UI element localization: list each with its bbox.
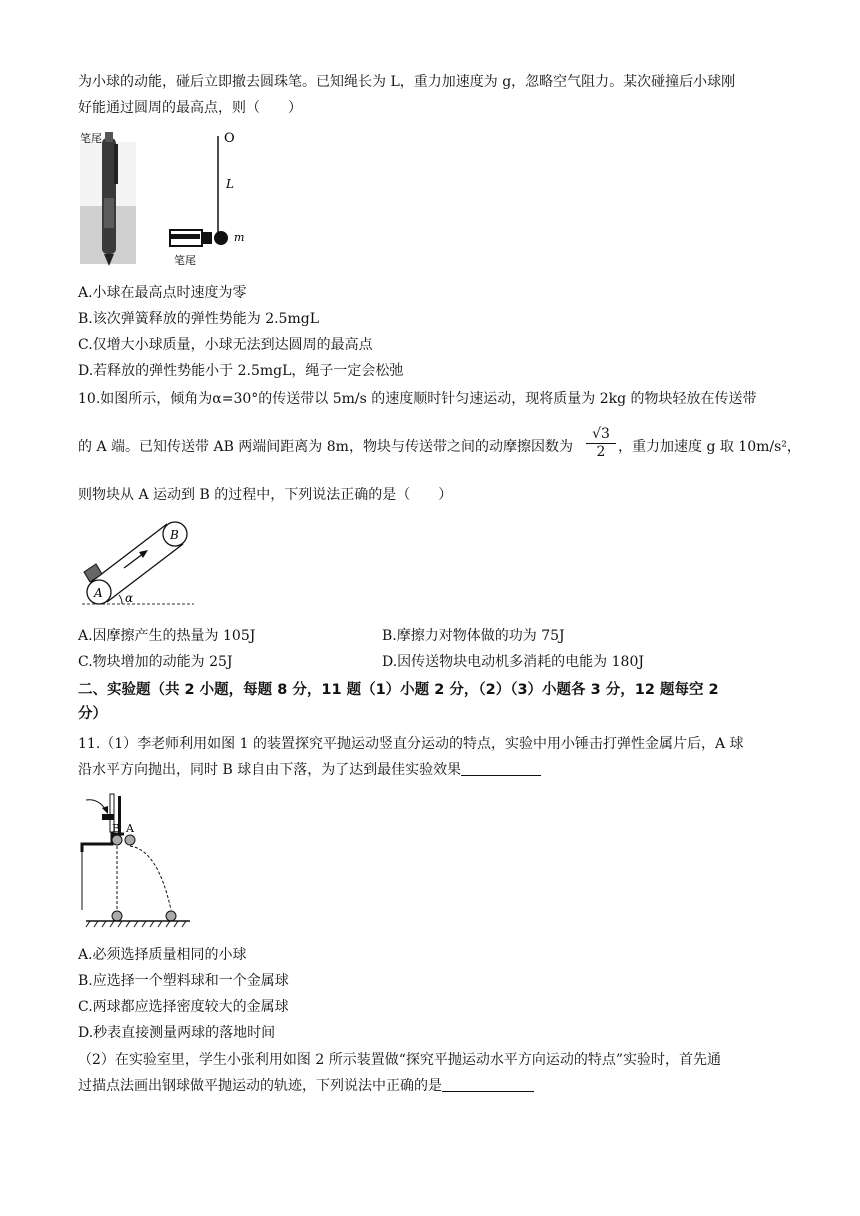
hammer-head	[102, 814, 114, 820]
q10-label-B: B	[170, 528, 179, 542]
q9-option-c: C.仅增大小球质量，小球无法到达圆周的最高点	[78, 337, 373, 353]
fraction-numerator: √3	[592, 426, 610, 442]
pen-body	[102, 138, 116, 254]
pen-clip	[114, 144, 118, 184]
answer-blank-2[interactable]	[442, 1077, 534, 1092]
section-2-heading-line-1: 二、实验题（共 2 小题，每题 8 分，11 题（1）小题 2 分，（2）（3）小题各 3 分，12 题每空 2	[78, 682, 719, 698]
q11-part1-line-2	[78, 760, 541, 780]
q11-part2-line-2-text: 过描点法画出钢球做平抛运动的轨迹，下列说法中正确的是	[78, 1078, 442, 1094]
q11-part2-line-1: （2）在实验室里，学生小张利用如图 2 所示装置做“探究平抛运动水平方向运动的特点”实验时，首先通	[78, 1052, 722, 1068]
pen-tail-button	[202, 232, 212, 244]
q10-option-b: B.摩擦力对物体做的功为 75J	[382, 628, 565, 644]
q11-part1-line-2-text: 沿水平方向抛出，同时 B 球自由下落，为了达到最佳实验效果	[78, 762, 462, 778]
q9-label-L: L	[226, 177, 234, 191]
q10-option-a: A.因摩擦产生的热量为 105J	[78, 628, 256, 644]
q9-option-a: A.小球在最高点时速度为零	[78, 285, 247, 301]
ball-b-landed	[112, 911, 122, 921]
pendulum-ball	[214, 231, 228, 245]
q9-option-d: D.若释放的弹性势能小于 2.5mgL，绳子一定会松弛	[78, 363, 404, 379]
q10-label-A: A	[94, 586, 103, 600]
q9-intro-line-2: 好能通过圆周的最高点，则（ ）	[78, 100, 302, 116]
q11-option-d: D.秒表直接测量两球的落地时间	[78, 1025, 276, 1041]
q11-option-a: A.必须选择质量相同的小球	[78, 947, 247, 963]
q10-line-2-pre: 的 A 端。已知传送带 AB 两端间距离为 8m，物块与传送带之间的动摩擦因数为	[78, 439, 573, 455]
ball-a	[125, 835, 135, 845]
q10-option-d: D.因传送物块电动机多消耗的电能为 180J	[382, 654, 644, 670]
direction-arrow-icon	[139, 550, 148, 558]
q10-conveyor-figure	[78, 518, 198, 612]
q11-part2-line-2	[78, 1076, 534, 1096]
q11-apparatus-figure	[78, 790, 196, 930]
q10-line-1: 10.如图所示，倾角为α=30°的传送带以 5m/s 的速度顺时针匀速运动，现将质量为 2kg 的物块轻放在传送带	[78, 391, 757, 407]
q11-label-A: A	[126, 822, 134, 835]
angle-arc	[119, 595, 122, 604]
q9-label-pen-tail-photo: 笔尾	[80, 132, 102, 145]
q10-line-3: 则物块从 A 运动到 B 的过程中，下列说法正确的是（ ）	[78, 487, 453, 503]
ball-b	[112, 835, 122, 845]
ball-a-landed	[166, 911, 176, 921]
q11-option-c: C.两球都应选择密度较大的金属球	[78, 999, 289, 1015]
q10-label-alpha: α	[125, 591, 134, 605]
q10-option-c: C.物块增加的动能为 25J	[78, 654, 233, 670]
pen-grip	[104, 198, 114, 228]
q9-label-O: O	[224, 131, 235, 146]
q10-friction-fraction	[586, 426, 616, 460]
section-2-heading-line-2: 分）	[78, 706, 107, 722]
hammer-arrow-head-icon	[102, 806, 108, 814]
floor-hatching	[86, 921, 186, 927]
pen-button	[105, 132, 113, 142]
q11-label-B: B	[112, 822, 121, 835]
answer-blank-1[interactable]	[461, 761, 541, 776]
q9-option-b: B.该次弹簧释放的弹性势能为 2.5mgL	[78, 311, 319, 327]
pen-spring	[170, 234, 200, 239]
fraction-denominator: 2	[596, 444, 606, 460]
q9-intro-line-1: 为小球的动能，碰后立即撤去圆珠笔。已知绳长为 L，重力加速度为 g，忽略空气阻力。某次碰撞后小球刚	[78, 74, 736, 90]
projectile-path	[130, 846, 171, 910]
block	[84, 564, 102, 582]
belt-top	[91, 524, 167, 582]
q10-line-2-post: ，重力加速度 g 取 10m/s²，	[618, 439, 801, 455]
q11-option-b: B.应选择一个塑料球和一个金属球	[78, 973, 289, 989]
q9-label-m: m	[234, 231, 245, 244]
q11-part1-line-1: 11.（1）李老师利用如图 1 的装置探究平抛运动竖直分运动的特点，实验中用小锤击打弹性金属片后，A 球	[78, 736, 744, 752]
q9-figure	[78, 128, 258, 278]
q9-label-pen-tail-diagram: 笔尾	[174, 254, 196, 267]
